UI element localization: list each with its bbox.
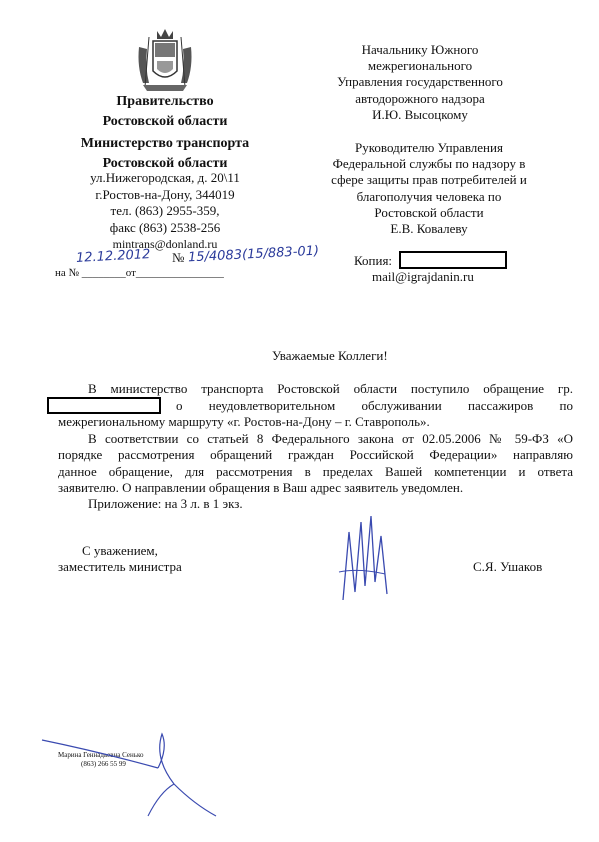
ministry-region: Ростовской области: [102, 156, 228, 171]
recipient-1-line: Управления государственного: [337, 74, 503, 90]
salutation: Уважаемые Коллеги!: [272, 348, 388, 363]
copy-label: Копия:: [354, 253, 393, 268]
government-title: Правительство: [116, 94, 214, 109]
paragraph-2-line-4: заявителю. О направлении обращения в Ваш адрес заявитель уведомлен.: [58, 480, 464, 495]
phone-line: тел. (863) 2955-359,: [110, 203, 220, 218]
registration-number: 15/4083(15/883-01): [187, 243, 320, 266]
registration-date: 12.12.2012: [75, 247, 151, 266]
recipient-2-name: Е.В. Ковалеву: [390, 221, 468, 237]
paragraph-2-line-3: данное обращение, для рассмотрения в пределах Вашей компетенции и ответа: [58, 464, 573, 479]
address-city: г.Ростов-на-Дону, 344019: [95, 186, 235, 202]
recipient-1-line: Начальнику Южного: [361, 42, 479, 57]
coat-of-arms-emblem: [133, 27, 197, 95]
recipient-2-line: Ростовской области: [374, 204, 484, 220]
fax-line: факс (863) 2538-256: [109, 219, 221, 235]
paragraph-2-line-2: порядке рассмотрения обращений граждан Российской Федерации» направляю: [58, 447, 573, 462]
redacted-copy-recipient: [399, 251, 507, 269]
attachment-line: Приложение: на 3 л. в 1 экз.: [88, 496, 243, 511]
paragraph-2-line-1: В соответствии со статьей 8 Федерального закона от 02.05.2006 № 59-ФЗ «О: [88, 431, 573, 446]
reference-line: на № ________от________________: [55, 267, 224, 279]
copy-email: mail@igrajdanin.ru: [372, 269, 474, 284]
regards-line: С уважением,: [82, 543, 158, 558]
executor-name: Марина Геннадьевна Сенько: [58, 751, 144, 759]
registration-no-label: №: [172, 250, 185, 265]
executor-initials-scribble: [40, 728, 230, 820]
signer-position: заместитель министра: [58, 559, 182, 574]
recipient-2-line: сфере защиты прав потребителей и: [331, 172, 527, 188]
paragraph-1-line-2: о неудовлетворительном обслуживании пассажиров по: [176, 398, 573, 413]
signer-name: С.Я. Ушаков: [473, 559, 543, 574]
email-line: mintrans@donland.ru: [112, 237, 218, 251]
paragraph-1-line-3: межрегиональному маршруту «г. Ростов-на-Дону – г. Ставрополь».: [58, 414, 430, 429]
ministry-title: Министерство транспорта: [80, 136, 250, 151]
executor-phone: (863) 266 55 99: [81, 760, 126, 768]
redacted-citizen-name: [47, 397, 161, 414]
recipient-2-line: благополучия человека по: [356, 188, 502, 204]
address-street: ул.Нижегородская, д. 20\11: [90, 170, 240, 185]
recipient-1-name: И.Ю. Высоцкому: [372, 106, 468, 122]
paragraph-1-line-1: В министерство транспорта Ростовской области поступило обращение гр.: [88, 381, 573, 396]
recipient-1-line: межрегионального: [367, 58, 473, 74]
recipient-1-line: автодорожного надзора: [355, 90, 485, 106]
recipient-2-line: Руководителю Управления: [355, 140, 503, 155]
recipient-2-line: Федеральной службы по надзору в: [332, 156, 526, 172]
government-region: Ростовской области: [102, 114, 228, 129]
handwritten-signature: [335, 512, 395, 604]
